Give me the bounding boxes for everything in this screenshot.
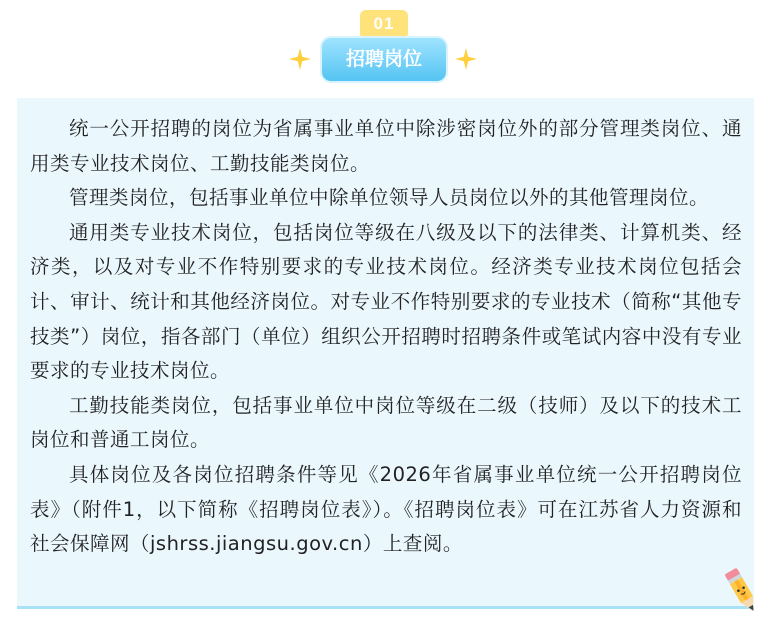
paragraph: 具体岗位及各岗位招聘条件等见《2026年省属事业单位统一公开招聘岗位表》（附件1，以下简称《招聘岗位表》）。《招聘岗位表》可在江苏省人力资源和社会保障网（jshrss.jiangsu.gov.cn）上查阅。: [30, 462, 742, 556]
section-number-badge: 01: [360, 10, 408, 37]
paragraph: 通用类专业技术岗位，包括岗位等级在八级及以下的法律类、计算机类、经济类，以及对专业不作特别要求的专业技术岗位。经济类专业技术岗位包括会计、审计、统计和其他经济岗位。对专业不作特别要求的专业技术（简称“其他专技类”）岗位，指各部门（单位）组织公开招聘时招聘条件或笔试内容中没有专业要求的专业技术岗位。: [30, 220, 742, 383]
sparkle-icon: [455, 48, 477, 70]
paragraph: 统一公开招聘的岗位为省属事业单位中除涉密岗位外的部分管理类岗位、通用类专业技术岗位、工勤技能类岗位。: [30, 117, 742, 175]
sparkle-icon: [289, 48, 311, 70]
section-title: 招聘岗位: [322, 38, 446, 81]
body-text: [30, 112, 742, 562]
paragraph: 管理类岗位，包括事业单位中除单位领导人员岗位以外的其他管理岗位。: [69, 186, 710, 210]
section-header: [0, 0, 771, 96]
pencil-icon: [720, 566, 764, 616]
paragraph: 工勤技能类岗位，包括事业单位中岗位等级在二级（技师）及以下的技术工岗位和普通工岗位。: [30, 393, 742, 452]
